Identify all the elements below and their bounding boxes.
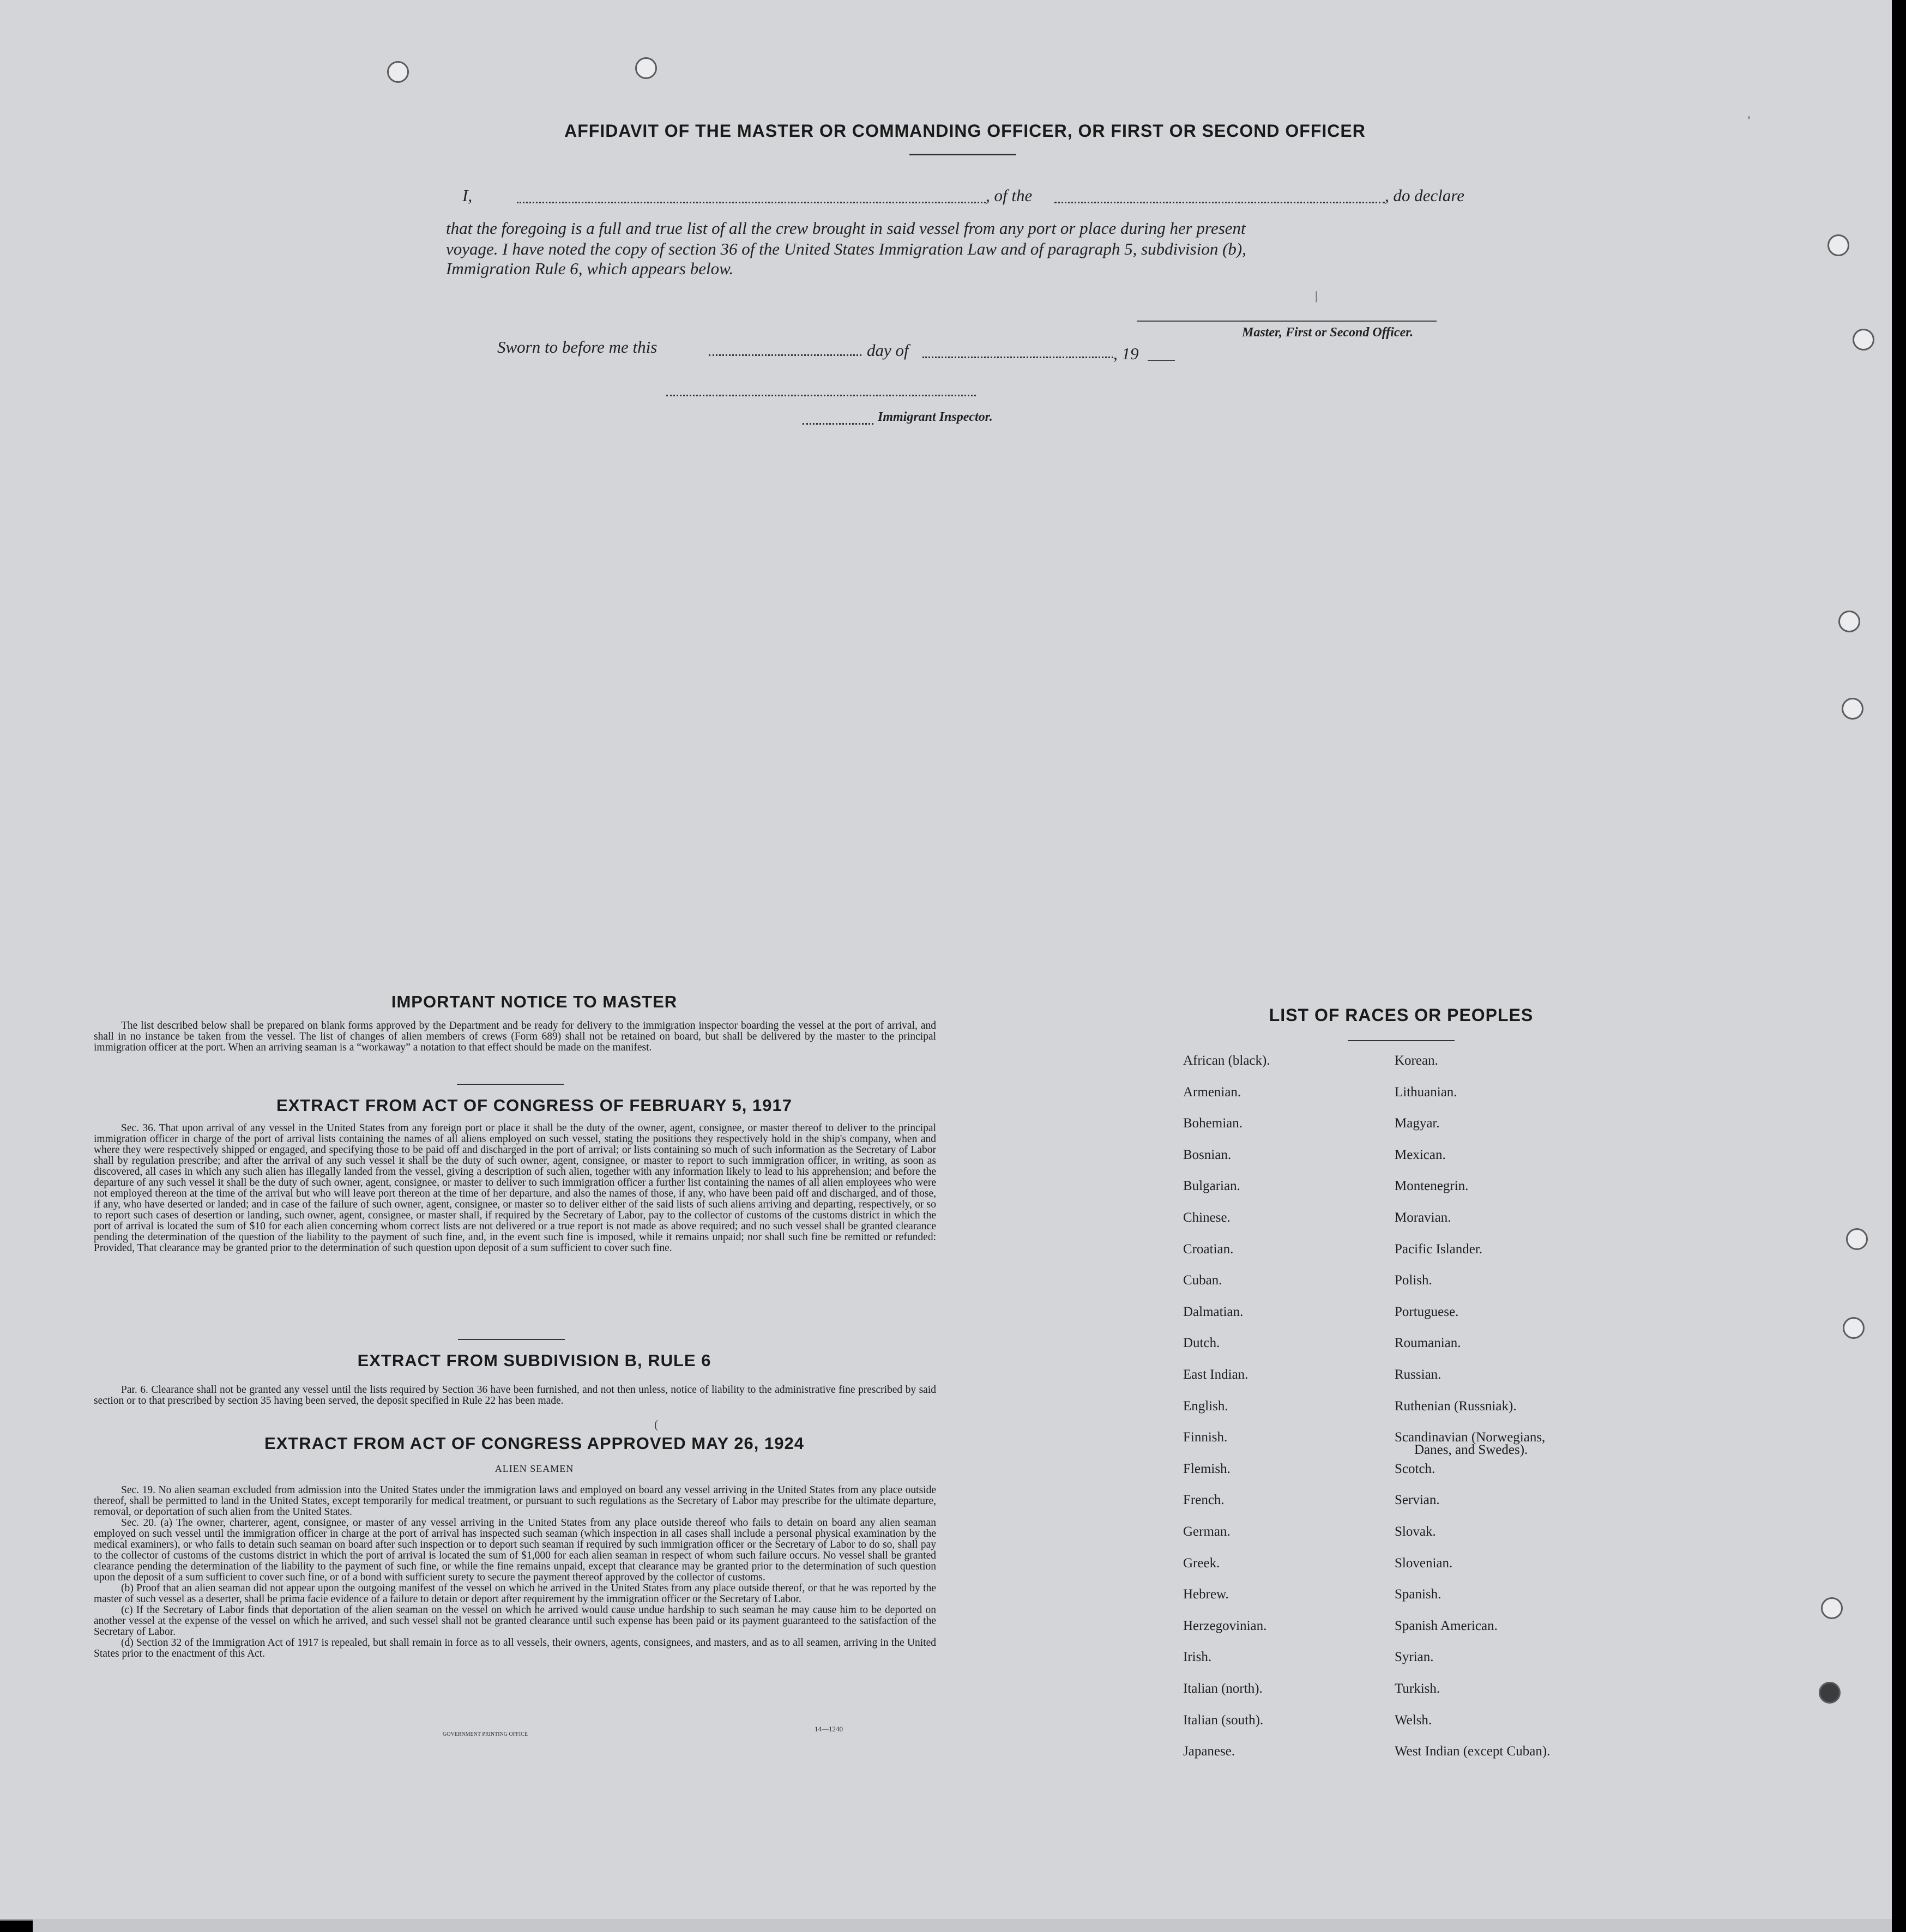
- race-item: Herzegovinian.: [1183, 1618, 1267, 1633]
- year-blank: [1148, 360, 1175, 361]
- race-item: West Indian (except Cuban).: [1395, 1744, 1551, 1759]
- divider: [909, 154, 1016, 155]
- punch-hole-icon: [1819, 1682, 1841, 1704]
- printer-imprint: GOVERNMENT PRINTING OFFICE: [443, 1731, 528, 1737]
- race-item: Irish.: [1183, 1650, 1212, 1665]
- affidavit-line-2: that the foregoing is a full and true list of all the crew brought in said vessel from any port or place during her present: [446, 219, 1246, 238]
- extract-1917-text: Sec. 36. That upon arrival of any vessel in the United States from any foreign port or place it shall be the duty of the owner, agent, consignee, or master thereof to deliver to the principal immigration officer in charge of the port of arrival lists containing the names of all aliens employed on such vessel, stating the positions they respectively hold in the ship's company, when and where they were respectively shipped or engaged, and specifying those to be paid off and discharged in the port of arrival; or lists containing so much of such information as the Secretary of Labor shall by regulation prescribe; and after the arrival of any such vessel it shall be the duty of such owner, agent, consignee, or master to report to such immigration officer, in writing, as soon as discovered, all cases in which any such alien has illegally landed from the vessel, giving a description of such alien, together with any information likely to lead to his apprehension; and before the departure of any such vessel it shall be the duty of such owner, agent, consignee, or master to deliver to such immigration officer a further list containing the names of all alien employees who were not employed thereon at the time of the arrival but who will leave port thereon at the time of her departure, and also the names of those, if any, who have been paid off and discharged, and of those, if any, who have deserted or landed; and in case of the failure of such owner, agent, consignee, or master so to deliver either of the said lists of such aliens arriving and departing, respectively, or so to report such cases of desertion or landing, such owner, agent, consignee, or master shall, if required by the Secretary of Labor, pay to the collector of customs of the customs district in which the port of arrival is located the sum of $10 for each alien concerning whom correct lists are not delivered or a true report is not made as above required; and no such vessel shall be granted clearance pending the determination of the question of the liability to the payment of such fine, and, in the event such fine is imposed, while it remains unpaid; nor shall such fine be remitted or refunded: Provided, That clearance may be granted prior to the determination of such question upon deposit of a sum sufficient to cover such fine.: [94, 1122, 936, 1254]
- sec20a-text: Sec. 20. (a) The owner, charterer, agent, consignee, or master of any vessel arriving in the United States from any place outside thereof who fails to detain on board any alien seaman employed on such vessel until the immigration officer in charge at the port of arrival has inspected such seaman (which inspection in all cases shall include a personal physical examination by the medical examiners), or who fails to detain such seaman on board after such inspection or to deport such seaman if required by such immigration officer or the Secretary of Labor to do so, shall pay to the collector of customs of the customs district in which the port of arrival is located the sum of $1,000 for each alien seaman in respect of whom such failure occurs. No vessel shall be granted clearance pending the determination of the liability to the payment of such fine, or while the fine remains unpaid, except that clearance may be granted prior to the determination of such question upon the deposit of a sum sufficient to cover such fine, or of a bond with sufficient surety to secure the payment thereof approved by the collector of customs.: [94, 1517, 936, 1583]
- race-item: Mexican.: [1395, 1147, 1446, 1162]
- race-item: Hebrew.: [1183, 1587, 1229, 1602]
- affidavit-title: AFFIDAVIT OF THE MASTER OR COMMANDING OFFICER, OR FIRST OR SECOND OFFICER: [564, 121, 1366, 141]
- race-item: Croatian.: [1183, 1241, 1234, 1257]
- inspector-signature-line: [666, 395, 976, 396]
- race-item: Scotch.: [1395, 1461, 1435, 1476]
- punch-hole-icon: [1827, 234, 1849, 256]
- punch-hole-icon: [387, 61, 409, 83]
- extract-1924-body: [94, 1485, 936, 1659]
- race-item: Ruthenian (Russniak).: [1395, 1398, 1517, 1414]
- race-item: Spanish.: [1395, 1587, 1441, 1602]
- punch-hole-icon: [1842, 698, 1863, 720]
- race-item: Russian.: [1395, 1367, 1441, 1382]
- race-item: Scandinavian (Norwegians,: [1395, 1430, 1546, 1445]
- race-item: Montenegrin.: [1395, 1179, 1469, 1194]
- affidavit-i: I,: [462, 186, 473, 205]
- sec20b-text: (b) Proof that an alien seaman did not appear upon the outgoing manifest of the vessel on which he arrived in the United States from any place outside thereof, or that he was reported by the master of such vessel as a deserter, shall be prima facie evidence of a failure to detain or deport after requirement by the immigration officer or the Secretary of Labor.: [94, 1583, 936, 1605]
- race-item: Turkish.: [1395, 1681, 1440, 1696]
- race-item: Polish.: [1395, 1273, 1432, 1288]
- extract-rule6-text: Par. 6. Clearance shall not be granted any vessel until the lists required by Section 36 have been furnished, and not then unless, notice of liability to the administrative fine prescribed by said section or to that prescribed by section 35 having been served, the deposit specified in Rule 22 has been made.: [94, 1384, 936, 1406]
- race-item: Portuguese.: [1395, 1304, 1459, 1319]
- race-item: Roumanian.: [1395, 1336, 1461, 1351]
- affidavit-line-3: voyage. I have noted the copy of section 36 of the United States Immigration Law and of paragraph 5, subdivision (b),: [446, 239, 1246, 258]
- affidavit-line-4: Immigration Rule 6, which appears below.: [446, 259, 734, 278]
- punch-hole-icon: [635, 57, 657, 79]
- day-of-text: day of: [867, 341, 909, 360]
- race-item: Armenian.: [1183, 1084, 1241, 1100]
- sec20c-text: (c) If the Secretary of Labor finds that deportation of the alien seaman on the vessel on which he arrived would cause undue hardship to such seaman he may cause him to be deported on another vessel at the expense of the vessel on which he arrived, and such vessel shall not be granted clearance until such expense has been paid or its payment guaranteed to the satisfaction of the Secretary of Labor.: [94, 1604, 936, 1638]
- punch-hole-icon: [1838, 611, 1860, 632]
- form-number: 14—1240: [815, 1725, 843, 1733]
- punch-hole-icon: [1843, 1317, 1865, 1339]
- race-item: Korean.: [1395, 1053, 1438, 1068]
- extract-1917-title: EXTRACT FROM ACT OF CONGRESS OF FEBRUARY 5, 1917: [276, 1096, 792, 1115]
- alien-seamen-subtitle: ALIEN SEAMEN: [494, 1463, 574, 1474]
- race-item: African (black).: [1183, 1053, 1270, 1068]
- race-item: East Indian.: [1183, 1367, 1248, 1382]
- extract-1924-title: EXTRACT FROM ACT OF CONGRESS APPROVED MAY 26, 1924: [264, 1434, 804, 1453]
- sec19-text: Sec. 19. No alien seaman excluded from admission into the United States under the immigration laws and employed on board any vessel arriving in the United States from any place outside thereof, shall be permitted to land in the United States, except temporarily for medical treatment, or pursuant to such regulations as the Secretary of Labor may prescribe for the ultimate departure, removal, or deportation of such alien from the United States.: [94, 1484, 936, 1518]
- race-item: Spanish American.: [1395, 1618, 1498, 1633]
- race-item: Greek.: [1183, 1555, 1220, 1571]
- race-item: Bosnian.: [1183, 1147, 1232, 1162]
- affidavit-do-declare: , do declare: [1385, 186, 1465, 205]
- background-edge: [1892, 0, 1906, 1932]
- race-item: Bulgarian.: [1183, 1179, 1240, 1194]
- name-blank: [517, 202, 986, 203]
- divider: [458, 1339, 565, 1340]
- punch-hole-icon: [1846, 1228, 1868, 1250]
- vessel-blank: [1054, 202, 1385, 203]
- punch-hole-icon: [1821, 1597, 1843, 1619]
- notice-body: [94, 1021, 936, 1053]
- inspector-label: Immigrant Inspector.: [878, 410, 993, 424]
- master-signature-label: Master, First or Second Officer.: [1242, 325, 1414, 340]
- race-item: Italian (south).: [1183, 1712, 1264, 1728]
- race-item: Magyar.: [1395, 1116, 1440, 1131]
- scan-mark: (: [654, 1417, 659, 1431]
- scan-mark: ': [1748, 113, 1750, 127]
- race-item: Cuban.: [1183, 1273, 1222, 1288]
- race-item: French.: [1183, 1493, 1225, 1508]
- notice-title: IMPORTANT NOTICE TO MASTER: [391, 992, 678, 1011]
- race-item: Moravian.: [1395, 1210, 1451, 1225]
- race-item: Welsh.: [1395, 1712, 1432, 1728]
- underlying-sheet-edge: [33, 1919, 1892, 1932]
- race-item: German.: [1183, 1524, 1231, 1539]
- extract-rule6-title: EXTRACT FROM SUBDIVISION B, RULE 6: [357, 1351, 711, 1370]
- notice-body-text: The list described below shall be prepared on blank forms approved by the Department and be ready for delivery to the immigration inspector boarding the vessel at the port of arrival, and shall in no instance be taken from the vessel. The list of changes of alien members of crews (Form 689) shall not be retained on board, but shall be delivered by the master to the principal immigration officer at the port. When an arriving seaman is a “workaway” a notation to that effect should be made on the manifest.: [94, 1020, 936, 1053]
- race-item: Italian (north).: [1183, 1681, 1263, 1696]
- inspector-label-lead: [803, 423, 873, 425]
- punch-hole-icon: [1853, 329, 1874, 351]
- races-title: LIST OF RACES OR PEOPLES: [1269, 1005, 1534, 1025]
- race-item-scandinavian-cont: Danes, and Swedes).: [1414, 1442, 1528, 1457]
- race-item: Servian.: [1395, 1493, 1440, 1508]
- year-prefix: , 19: [1113, 344, 1139, 363]
- race-item: Slovenian.: [1395, 1555, 1453, 1571]
- extract-rule6-body: [94, 1385, 936, 1406]
- race-item: Slovak.: [1395, 1524, 1436, 1539]
- master-signature-line: [1137, 321, 1437, 322]
- sec20d-text: (d) Section 32 of the Immigration Act of 1917 is repealed, but shall remain in force as to all vessels, their owners, agents, consignees, and masters, and as to all seamen, arriving in the United States prior to the enactment of this Act.: [94, 1637, 936, 1659]
- race-item: Bohemian.: [1183, 1116, 1243, 1131]
- divider: [1348, 1040, 1455, 1041]
- affidavit-of-the: , of the: [986, 186, 1033, 205]
- race-item: Lithuanian.: [1395, 1084, 1457, 1100]
- race-item: Chinese.: [1183, 1210, 1231, 1225]
- race-item: English.: [1183, 1398, 1228, 1414]
- sworn-text: Sworn to before me this: [497, 337, 658, 357]
- month-blank: [922, 357, 1113, 358]
- race-item: Syrian.: [1395, 1650, 1434, 1665]
- scan-mark: |: [1315, 289, 1318, 303]
- race-item: Flemish.: [1183, 1461, 1231, 1476]
- divider: [457, 1084, 564, 1085]
- day-blank: [709, 354, 861, 356]
- race-item: Dutch.: [1183, 1336, 1220, 1351]
- race-item: Finnish.: [1183, 1430, 1228, 1445]
- extract-1917-body: [94, 1123, 936, 1254]
- race-item: Japanese.: [1183, 1744, 1235, 1759]
- race-item: Pacific Islander.: [1395, 1241, 1483, 1257]
- race-item: Dalmatian.: [1183, 1304, 1244, 1319]
